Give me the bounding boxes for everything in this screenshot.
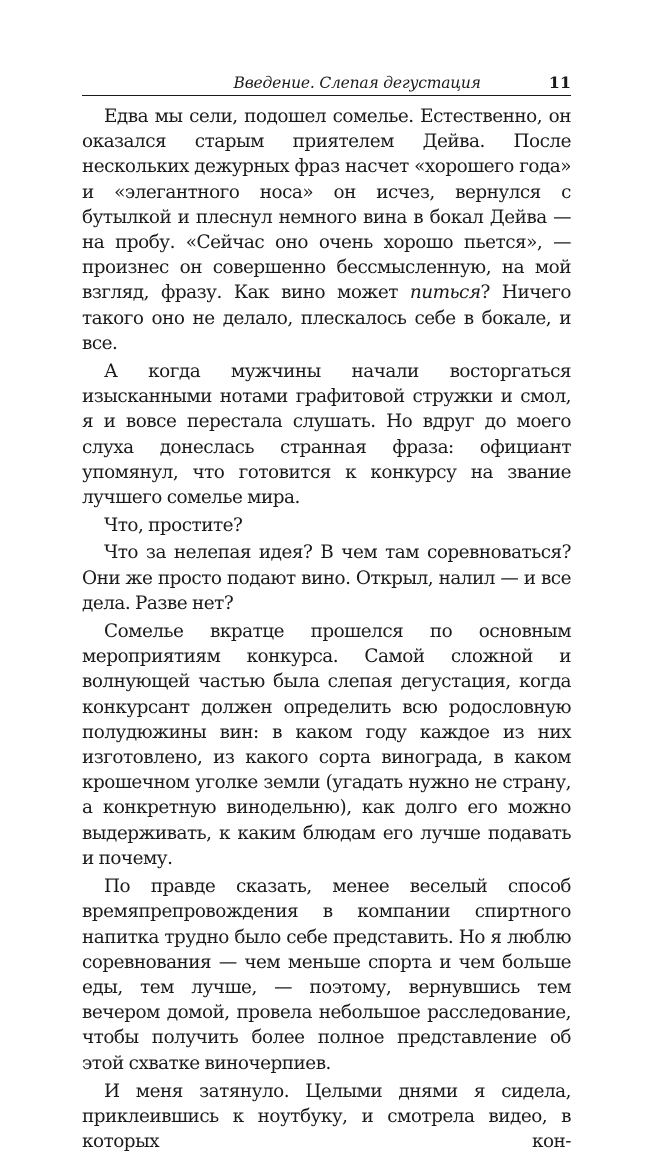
paragraph: Что, простите?: [104, 515, 243, 537]
paragraph: А когда мужчины начали восторгаться изысканными нотами графитовой стружки и смол, я и вовсе перестала слушать. Но вдруг до моего слуха донеслась странная фраза: официант упомянул, что готовится к конкурсу на звание лучшего сомелье мира.: [82, 361, 571, 509]
body-text: [82, 104, 571, 1154]
book-page: [82, 72, 571, 1157]
paragraph: По правде сказать, менее веселый способ времяпрепровождения в компании спиртного напитка трудно было себе представить. Но я люблю соревнования — чем меньше спорта и чем больше еды, тем лучше, — поэтому, вернувшись тем вечером домой, провела небольшое расследование, чтобы получить более полное представление об этой схватке виночерпиев.: [82, 876, 571, 1074]
paragraph: И меня затянуло. Целыми днями я сидела, приклеившись к ноутбуку, и смотрела видео, в которых кон-: [82, 1080, 571, 1153]
paragraph: Сомелье вкратце прошелся по основным мероприятиям конкурса. Самой сложной и волнующей частью была слепая дегустация, когда конкурсант должен определить всю родословную полудюжины вин: в каком году каждое из них изготовлено, из какого сорта винограда, в каком крошечном уголке земли (угадать нужно не страну, а конкретную винодельню), как долго его можно выдерживать, к каким блюдам его лучше подавать и почему.: [82, 621, 571, 869]
paragraph: Едва мы сели, подошел сомелье. Естественно, он оказался старым приятелем Дейва. После нескольких дежурных фраз насчет «хорошего года» и «элегантного носа» он исчез, вернулся с бутылкой и плеснул немного вина в бокал Дейва — на пробу. «Сейчас оно очень хорошо пьется», — произнес он совершенно бессмысленную, на мой взгляд, фразу. Как вино может питься? Ничего такого оно не делало, плескалось себе в бокале, и все.: [82, 106, 571, 354]
page-number: 11: [548, 73, 571, 92]
chapter-title: Введение. Слепая дегустация: [233, 74, 481, 92]
paragraph: Что за нелепая идея? В чем там соревноваться? Они же просто подают вино. Открыл, налил — и все дела. Разве нет?: [82, 542, 571, 614]
running-head: [82, 72, 571, 96]
emphasized-word: питься: [409, 282, 481, 304]
